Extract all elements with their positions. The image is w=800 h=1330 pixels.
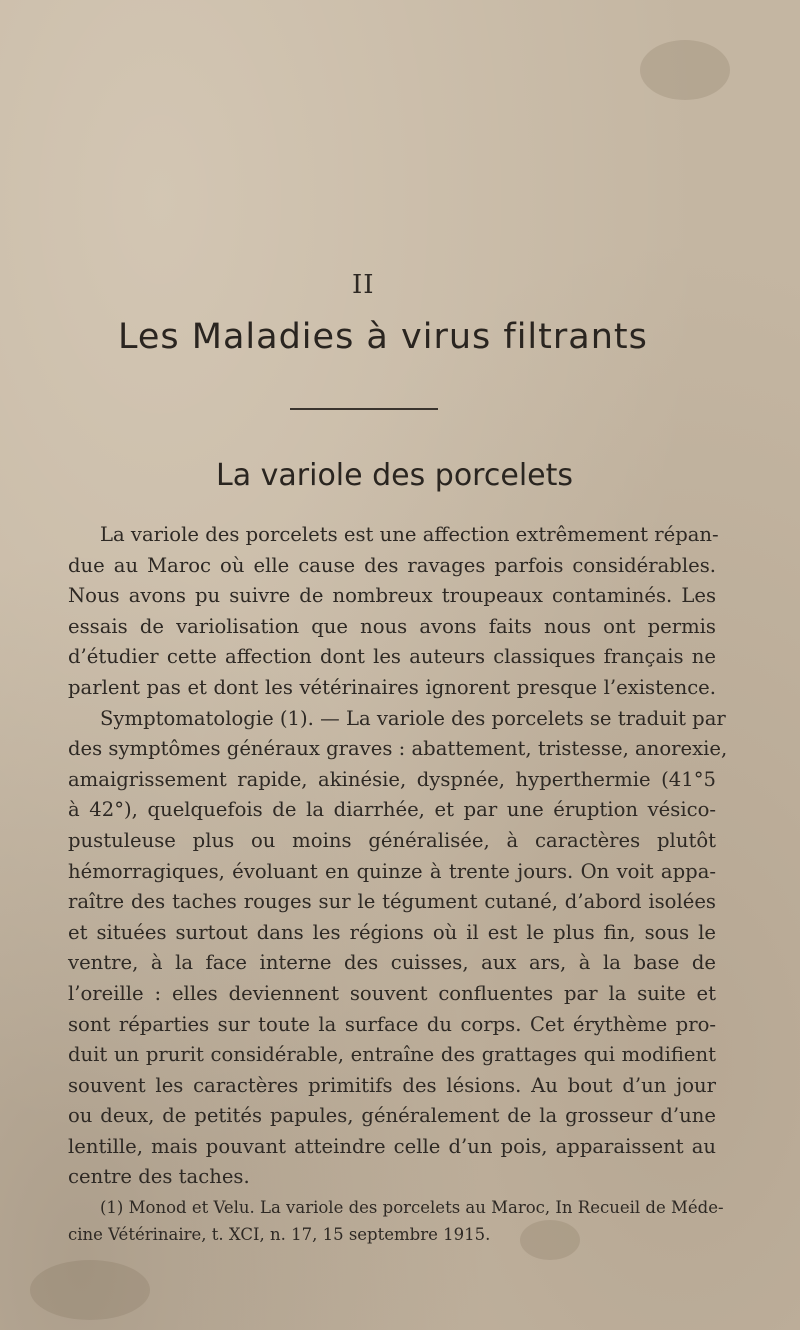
text-line: essais de variolisation que nous avons faits nous ont permis [68, 614, 716, 638]
text-line: à 42°), quelquefois de la diarrhée, et par une éruption vésico- [68, 798, 716, 822]
paper-stain [640, 40, 730, 100]
text-line: due au Maroc où elle cause des ravages parfois considérables. [68, 553, 716, 577]
text-line: d’étudier cette affection dont les auteurs classiques français ne [68, 645, 716, 669]
text-line: raître des taches rouges sur le tégument cutané, d’abord isolées [68, 890, 716, 914]
text-line: ventre, à la face interne des cuisses, aux ars, à la base de [68, 951, 716, 975]
section-title: La variole des porcelets [216, 458, 573, 493]
text-line: Symptomatologie (1). — La variole des porcelets se traduit par [100, 706, 726, 730]
text-line: l’oreille : elles deviennent souvent confluentes par la suite et [68, 981, 716, 1005]
text-line: pustuleuse plus ou moins généralisée, à caractères plutôt [68, 828, 716, 852]
chapter-number: II [352, 270, 375, 300]
text-line: des symptômes généraux graves : abattement, tristesse, anorexie, [68, 737, 728, 761]
text-line: parlent pas et dont les vétérinaires ignorent presque l’existence. [68, 675, 716, 699]
text-line: lentille, mais pouvant atteindre celle d’un pois, apparaissent au [68, 1134, 716, 1158]
footnote-line: (1) Monod et Velu. La variole des porcelets au Maroc, In Recueil de Méde- [100, 1198, 724, 1217]
text-line: amaigrissement rapide, akinésie, dyspnée, hyperthermie (41°5 [68, 767, 716, 791]
text-line: sont réparties sur toute la surface du corps. Cet érythème pro- [68, 1012, 716, 1036]
footnote [68, 1194, 724, 1248]
footnote-line: cine Vétérinaire, t. XCI, n. 17, 15 septembre 1915. [68, 1225, 491, 1244]
body-text [68, 520, 728, 1193]
paper-stain [30, 1260, 150, 1320]
text-line: et situées surtout dans les régions où il est le plus fin, sous le [68, 920, 716, 944]
title-divider [290, 408, 438, 410]
text-line: duit un prurit considérable, entraîne des grattages qui modifient [68, 1043, 716, 1067]
text-line: Nous avons pu suivre de nombreux troupeaux contaminés. Les [68, 584, 716, 608]
text-line: hémorragiques, évoluant en quinze à trente jours. On voit appa- [68, 859, 716, 883]
text-line: ou deux, de petités papules, généralement de la grosseur d’une [68, 1104, 716, 1128]
text-line: La variole des porcelets est une affection extrêmement répan- [100, 523, 719, 546]
chapter-title: Les Maladies à virus filtrants [118, 317, 648, 357]
text-line: centre des taches. [68, 1165, 250, 1189]
text-line: souvent les caractères primitifs des lésions. Au bout d’un jour [68, 1073, 716, 1097]
